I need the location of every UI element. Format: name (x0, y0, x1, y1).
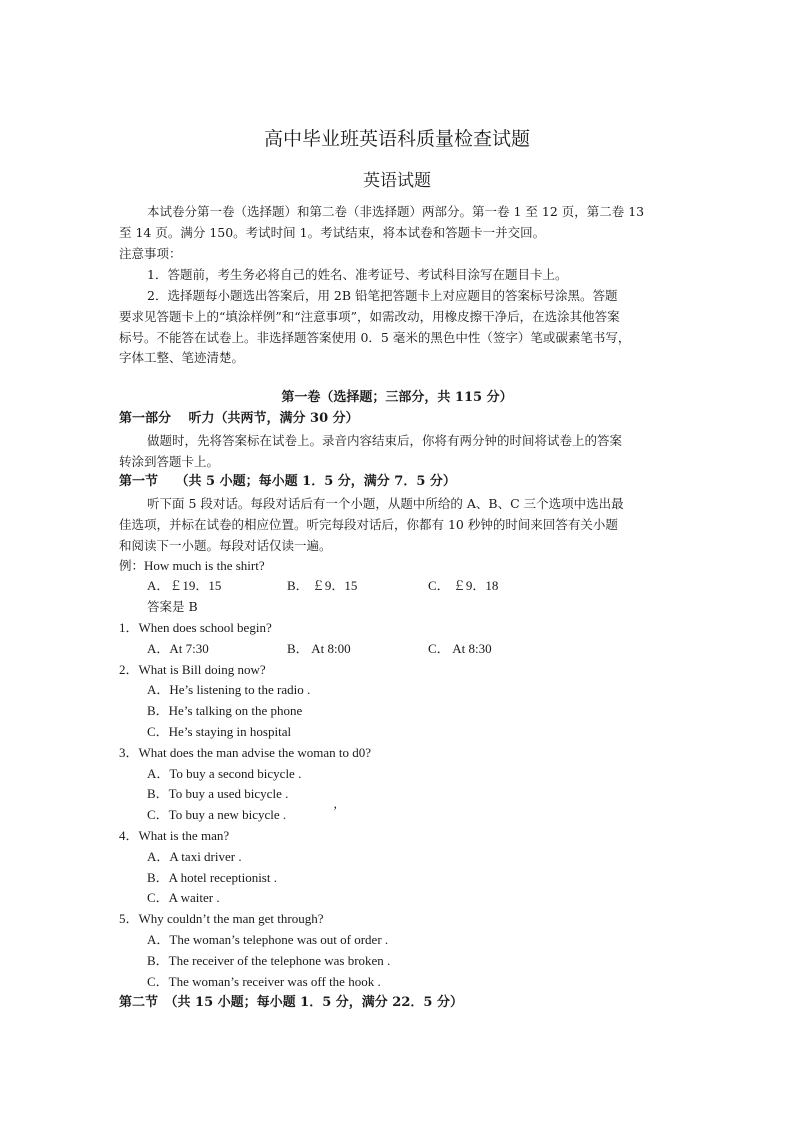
question-1-option-b: B． At 8:00 (287, 641, 351, 656)
part-1-heading: 第一部分 听力（共两节，满分 30 分） (119, 411, 359, 426)
notes-label: 注意事项： (119, 246, 182, 261)
question-4-option-b: B．A hotel receptionist . (147, 870, 277, 885)
note-2-line-1: 2．选择题每小题选出答案后，用 2B 铅笔把答题卡上对应题目的答案标号涂黑。答题 (147, 288, 618, 303)
example-option-b: B． ￡9．15 (287, 578, 358, 593)
exam-title: 高中毕业班英语科质量检查试题 (263, 128, 530, 150)
question-5-option-a: A．The woman’s telephone was out of order . (147, 932, 389, 947)
note-2-line-3: 标号。不能答在试卷上。非选择题答案使用 0．5 毫米的黑色中性（签字）笔或碳素笔书写， (119, 330, 631, 345)
question-1: 1．When does school begin? (119, 620, 272, 635)
example-option-a: A．￡19．15 (147, 578, 222, 593)
question-3-option-b: B．To buy a used bicycle . (147, 786, 289, 801)
part-1-intro-line-2: 转涂到答题卡上。 (119, 454, 220, 469)
question-5-option-b: B．The receiver of the telephone was broken . (147, 953, 391, 968)
example-option-c: C． ￡9．18 (428, 578, 499, 593)
note-1: 1．答题前，考生务必将自己的姓名、准考证号、考试科目涂写在题目卡上。 (147, 267, 568, 282)
question-5: 5．Why couldn’t the man get through? (119, 911, 324, 926)
section-1-intro-line-1: 听下面 5 段对话。每段对话后有一个小题，从题中所给的 A、B、C 三个选项中选出最 (147, 496, 624, 511)
section-1-intro-line-2: 佳选项，并标在试卷的相应位置。听完每段对话后，你都有 10 秒钟的时间来回答有关小题 (119, 517, 618, 532)
question-4-option-a: A．A taxi driver . (147, 849, 242, 864)
note-2-line-2: 要求见答题卡上的“填涂样例”和“注意事项”，如需改动，用橡皮擦干净后，在选涂其他答案 (119, 309, 620, 324)
example-question (119, 558, 265, 574)
question-2-option-b: B．He’s talking on the phone (147, 703, 303, 718)
exam-subtitle: 英语试题 (363, 171, 431, 191)
question-1-option-c: C． At 8:30 (428, 641, 492, 656)
intro-line-1: 本试卷分第一卷（选择题）和第二卷（非选择题）两部分。第一卷 1 至 12 页，第二卷 13 (147, 204, 645, 219)
volume-1-heading: 第一卷（选择题；三部分，共 115 分） (281, 390, 513, 405)
question-1-option-a: A．At 7:30 (147, 641, 209, 656)
question-4: 4．What is the man? (119, 828, 230, 843)
question-3: 3．What does the man advise the woman to d0? (119, 745, 371, 760)
question-2-option-a: A．He’s listening to the radio . (147, 682, 311, 697)
section-1-heading: 第一节 （共 5 小题；每小题 1．5 分，满分 7．5 分） (119, 474, 456, 489)
section-2-heading: 第二节 （共 15 小题；每小题 1．5 分，满分 22．5 分） (119, 995, 463, 1010)
part-1-intro-line-1: 做题时，先将答案标在试卷上。录音内容结束后，你将有两分钟的时间将试卷上的答案 (147, 433, 623, 448)
example-prefix: 例： (119, 558, 145, 573)
question-2-option-c: C．He’s staying in hospital (147, 724, 292, 739)
section-1-intro-line-3: 和阅读下一小题。每段对话仅读一遍。 (119, 538, 332, 553)
question-5-option-c: C．The woman’s receiver was off the hook . (147, 974, 381, 989)
question-3-option-c: C．To buy a new bicycle . (147, 807, 287, 822)
example-question-text: How much is the shirt? (144, 558, 265, 573)
note-2-line-4: 字体工整、笔迹清楚。 (119, 350, 245, 365)
stray-mark: ’ (333, 803, 338, 818)
question-4-option-c: C．A waiter . (147, 890, 220, 905)
question-2: 2．What is Bill doing now? (119, 662, 266, 677)
intro-line-2: 至 14 页。满分 150。考试时间 1。考试结束，将本试卷和答题卡一并交回。 (119, 225, 546, 240)
example-answer: 答案是 B (147, 599, 198, 614)
question-3-option-a: A．To buy a second bicycle . (147, 766, 302, 781)
